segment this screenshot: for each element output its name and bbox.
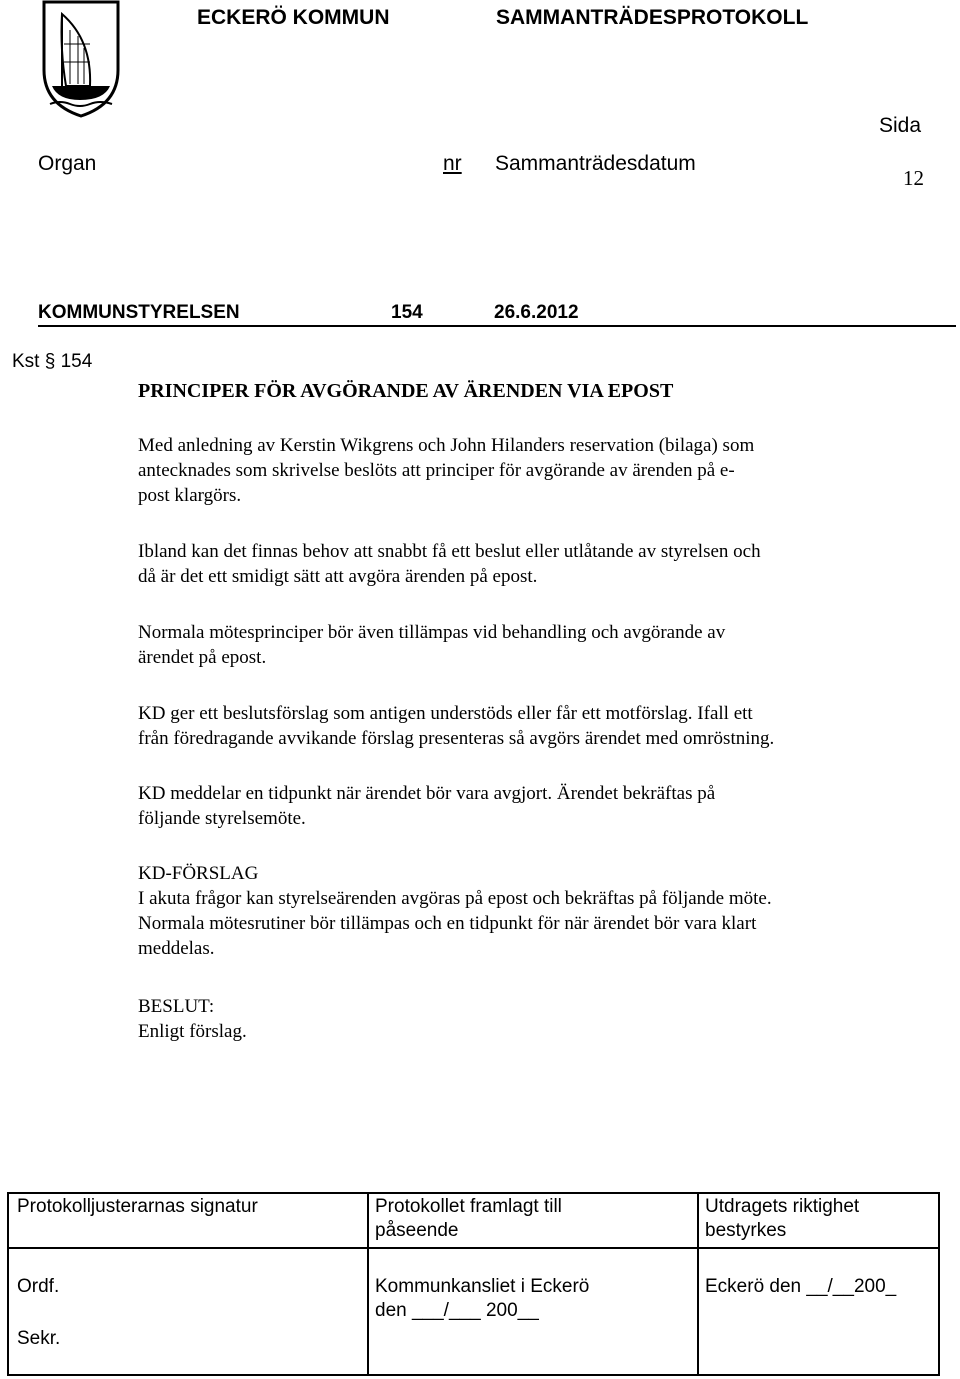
riktighet-header-line1: Utdragets riktighet [705,1196,860,1217]
nr-label: nr [443,152,462,175]
text-line: meddelas. [138,938,215,959]
riktighet-header-line2: bestyrkes [705,1220,787,1241]
ordf-label: Ordf. [17,1276,60,1297]
beslut-label: BESLUT: [138,996,215,1017]
paragraph-3 [138,620,928,670]
row-divider [9,1247,938,1249]
paragraph-5 [138,781,928,831]
text-line: KD meddelar en tidpunkt när ärendet bör vara avgjort. Ärendet bekräftas på [138,783,716,804]
hull [52,86,110,100]
text-line: Normala mötesprinciper bör även tillämpas vid behandling och avgörande av [138,622,726,643]
text-line: I akuta frågor kan styrelseärenden avgöras på epost och bekräftas på följande möte. [138,888,772,909]
text-line: KD ger ett beslutsförslag som antigen understöds eller får ett motförslag. Ifall ett [138,703,753,724]
paragraph-4 [138,701,928,751]
page-number: 12 [903,166,924,190]
date-value: 26.6.2012 [494,302,579,323]
text-line: Med anledning av Kerstin Wikgrens och John Hilanders reservation (bilaga) som [138,435,755,456]
paragraph-1 [138,433,928,508]
framlagt-header-line1: Protokollet framlagt till [375,1196,562,1217]
text-line: post klargörs. [138,485,242,506]
municipality-name: ECKERÖ KOMMUN [197,6,390,29]
section-title: PRINCIPER FÖR AVGÖRANDE AV ÄRENDEN VIA EPOST [138,380,674,402]
text-line: ärendet på epost. [138,647,267,668]
sida-label: Sida [879,114,922,137]
municipality-logo [40,0,122,118]
text-line: då är det ett smidigt sätt att avgöra ärenden på epost. [138,566,538,587]
kansli-text: Kommunkansliet i Eckerö [375,1276,590,1297]
paragraph-2 [138,539,928,589]
sail [62,14,91,86]
signature-header: Protokolljusterarnas signatur [17,1196,258,1217]
nr-value: 154 [391,302,423,323]
den-date-line: den ___/___ 200__ [375,1300,539,1321]
organ-label: Organ [38,152,97,175]
kd-proposal [138,861,928,961]
beslut-text: Enligt förslag. [138,1021,247,1042]
column-divider [697,1194,699,1374]
section-reference: Kst § 154 [12,351,93,372]
column-divider [367,1194,369,1374]
datum-label: Sammanträdesdatum [495,152,696,175]
signature-table [7,1192,940,1376]
framlagt-header-line2: påseende [375,1220,459,1241]
document-type: SAMMANTRÄDESPROTOKOLL [496,6,809,29]
text-line: Ibland kan det finnas behov att snabbt få ett beslut eller utlåtande av styrelsen och [138,541,761,562]
decision [138,994,928,1044]
text-line: följande styrelsemöte. [138,808,306,829]
sekr-label: Sekr. [17,1328,61,1349]
kd-label: KD-FÖRSLAG [138,863,259,884]
eckero-date-line: Eckerö den __/__200_ [705,1276,897,1297]
organ-value: KOMMUNSTYRELSEN [38,302,240,323]
text-line: antecknades som skrivelse beslöts att principer för avgörande av ärenden på e- [138,460,735,481]
text-line: från föredragande avvikande förslag presenteras så avgörs ärendet med omröstning. [138,728,775,749]
header-rule [38,325,956,327]
text-line: Normala mötesrutiner bör tillämpas och en tidpunkt för när ärendet bör vara klart [138,913,757,934]
